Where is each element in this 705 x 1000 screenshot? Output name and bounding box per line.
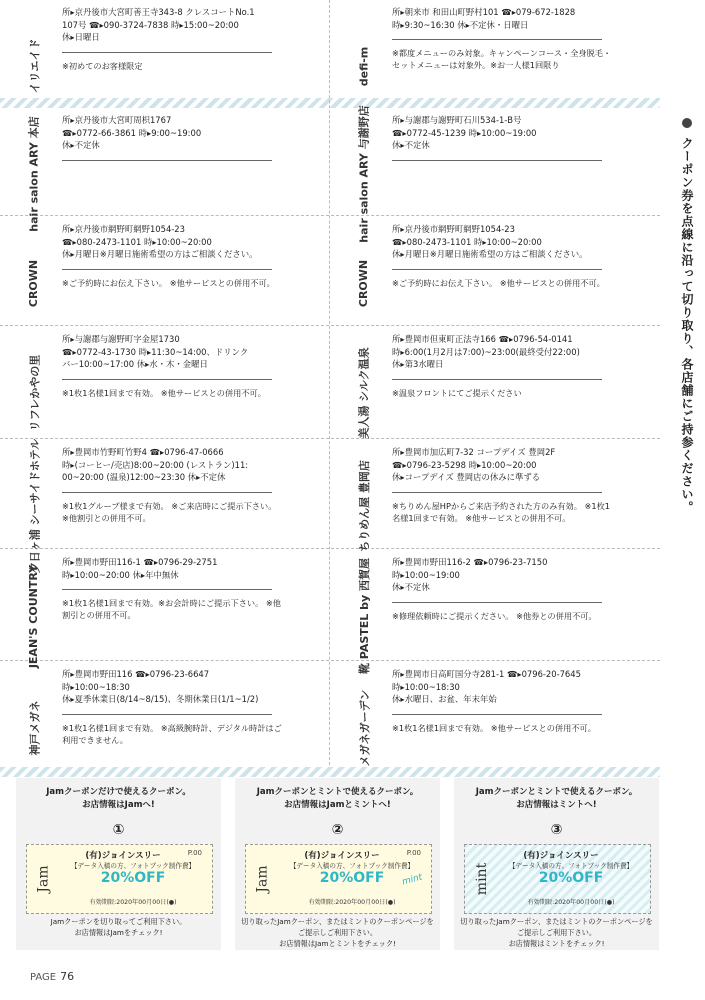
separator-line (62, 492, 272, 493)
separator-line (392, 39, 602, 40)
coupon-cell[interactable] (0, 662, 330, 794)
shop-name: 靴 PASTEL by 西賀屋 (358, 557, 371, 675)
coupon-panels (0, 778, 705, 958)
coupon-ticket[interactable] (464, 844, 651, 914)
shop-info-line: 休▸月曜日※月曜日施術希望の方はご相談ください。 (62, 249, 258, 260)
company-name: (有)ジョインスリー (523, 851, 599, 861)
shop-note: ※都度メニューのみ対象。キャンペーンコース・全身脱毛・セットメニューは対象外。※お一人様1回限り (392, 48, 612, 71)
shop-info (392, 223, 654, 261)
company-name: (有)ジョインスリー (304, 851, 380, 861)
coupon-panel-3 (454, 778, 659, 950)
coupon-column-right (330, 0, 660, 775)
shop-info-line: 所▸豊岡市野田116-1 ☎▸0796-29-2751 (62, 557, 218, 567)
coupon-column-left (0, 0, 330, 775)
shop-info (62, 6, 324, 44)
shop-name: hair salon ARY 本店 (28, 116, 42, 232)
shop-info-line: バー10:00~17:00 休▸水・木・金曜日 (62, 359, 208, 370)
mint-logo: mint (401, 872, 424, 888)
shop-info-line: 所▸与謝郡与謝野町石川534-1-B号 (392, 115, 522, 125)
coupon-ticket[interactable] (245, 844, 432, 914)
panel-heading: Jamクーポンとミントで使えるクーポン。 お店情報はミントへ! (475, 787, 638, 810)
shop-info-line: 休▸コープデイズ 豊岡店の休みに準ずる (392, 472, 541, 483)
discount-label: 20%OFF (538, 870, 604, 886)
shop-info-line: 休▸日曜日 (62, 32, 100, 43)
shop-info-line: 107号 ☎▸090-3724-7838 時▸15:00~20:00 (62, 19, 239, 30)
shop-name: メガネガーデン (358, 689, 371, 767)
shop-note: ※ちりめん屋HPからご来店予約された方のみ有効。 ※1枚1名様1回まで有効。 ※他サービスとの併用不可。 (392, 500, 610, 523)
shop-info (62, 333, 324, 371)
separator-line (392, 492, 602, 493)
shop-info-line: 休▸不定休 (392, 140, 430, 151)
discount-label: 20%OFF (319, 870, 385, 886)
shop-info (62, 446, 324, 484)
shop-info-line: 時▸(コーヒー/売店)8:00~20:00 (レストラン)11: (62, 459, 249, 470)
shop-info (392, 114, 654, 152)
shop-info-line: 時▸10:00~18:30 (62, 681, 130, 692)
shop-note: ※初めてのお客様限定 (62, 60, 143, 71)
panel-number: ② (331, 822, 344, 838)
separator-line (392, 269, 602, 270)
shop-info-line: 所▸豊岡市竹野町竹野4 ☎▸0796-47-0666 (62, 447, 224, 457)
page-number: PAGE 76 (30, 970, 75, 983)
coupon-ticket[interactable] (26, 844, 213, 914)
coupon-cell[interactable] (330, 662, 660, 794)
shop-info (392, 556, 654, 594)
shop-info-line: 休▸夏季休業日(8/14~8/15)、冬期休業日(1/1~1/2) (62, 694, 259, 705)
shop-info-line: 所▸京丹後市大宮町善王寺343-8 クレスコートNo.1 (62, 7, 255, 17)
coupon-panel-1 (16, 778, 221, 950)
shop-info (392, 446, 654, 484)
shop-name: 夕日ヶ浦 シーサイドホテル (28, 438, 42, 574)
shop-note: ※1枚1名様1回まで有効。 ※高級腕時計、デジタル時計はご利用できません。 (62, 722, 282, 745)
shop-note: ※修理依頼時にご提示ください。 ※他券との併用不可。 (392, 610, 597, 621)
shop-name: CROWN (27, 259, 41, 307)
page-ref: P.00 (406, 849, 421, 857)
panel-heading: Jamクーポンだけで使えるクーポン。 お店情報はJamへ! (46, 787, 191, 810)
shop-info (62, 668, 324, 706)
shop-name: JEAN'S COUNTRY (27, 564, 41, 668)
shop-info-line: 休▸不定休 (392, 582, 430, 593)
jam-logo: Jam (255, 865, 272, 893)
panel-footer: 切り取ったJamクーポン、またはミントのクーポンページを ご提示しご利用下さい。 お店情報はミントをチェック! (460, 917, 653, 948)
shop-name: ちりめん屋 豊岡店 (358, 460, 371, 552)
shop-info-line: ☎▸080-2473-1101 時▸10:00~20:00 (392, 236, 542, 247)
separator-line (62, 52, 272, 53)
shop-info-line: 時▸6:00(1月2月は7:00)~23:00(最終受付22:00) (392, 346, 580, 357)
shop-note: ※1枚1名様1回まで有効。※お会計時にご提示下さい。 ※他割引との併用不可。 (62, 598, 281, 621)
shop-info-line: ☎▸0772-45-1239 時▸10:00~19:00 (392, 127, 537, 138)
shop-info-line: 所▸豊岡市野田116-2 ☎▸0796-23-7150 (392, 557, 548, 567)
shop-info-line: ☎▸0772-66-3861 時▸9:00~19:00 (62, 127, 202, 138)
expiry-date: 有効期限:2020年00月00日(●) (308, 899, 396, 906)
shop-info-line: 休▸水曜日、お盆、年末年始 (392, 694, 497, 705)
shop-note: ※ご予約時にお伝え下さい。 ※他サービスとの併用不可。 (392, 277, 605, 288)
shop-note: ※1枚1グループ様まで有効。 ※ご来店時にご提示下さい。 ※他割引との併用不可。 (62, 500, 277, 523)
separator-line (392, 714, 602, 715)
shop-name: イリエイド (28, 38, 41, 94)
shop-info (62, 556, 324, 581)
expiry-date: 有効期限:2020年00月00日(●) (527, 899, 615, 906)
shop-info-line: ☎▸080-2473-1101 時▸10:00~20:00 (62, 236, 212, 247)
separator-line (62, 379, 272, 380)
shop-info-line: ☎▸0772-43-1730 時▸11:30~14:00、ドリンク (62, 346, 249, 357)
shop-info (62, 223, 324, 261)
shop-info (392, 6, 654, 31)
jam-logo: Jam (36, 865, 53, 893)
shop-info-line: 所▸京丹後市網野町網野1054-23 (392, 224, 515, 234)
separator-line (392, 602, 602, 603)
shop-note: ※温泉フロントにてご提示ください (392, 387, 522, 398)
sidebar-text: クーポン券を点線に沿って切り取り、各店舗にご持参ください。 (680, 137, 694, 515)
shop-info (62, 114, 324, 152)
bullet-dot-icon (682, 118, 692, 128)
shop-info-line: 所▸豊岡市日高町国分寺281-1 ☎▸0796-20-7645 (392, 669, 581, 679)
shop-info-line: 時▸10:00~19:00 (392, 569, 460, 580)
shop-name: リフレかやの里 (28, 354, 41, 432)
shop-name: hair salon ARY 与謝野店 (358, 105, 372, 243)
panel-number: ③ (550, 822, 563, 838)
separator-line (392, 379, 602, 380)
shop-note: ※1枚1名様1回まで有効。 ※他サービスとの併用不可。 (392, 722, 596, 733)
shop-info-line: 時▸9:30~16:30 休▸不定休・日曜日 (392, 19, 529, 30)
coupon-genre: 【データ入稿の方、フォトブック制作費】 (508, 862, 634, 870)
shop-name: defi-m (357, 46, 371, 86)
panel-footer: 切り取ったJamクーポン、またはミントのクーポンページを ご提示しご利用下さい。 お店情報はJamとミントをチェック! (241, 917, 434, 948)
panel-number: ① (112, 822, 125, 838)
shop-info-line: 所▸京丹後市大宮町周枳1767 (62, 115, 172, 125)
panel-heading: Jamクーポンとミントで使えるクーポン。 お店情報はJamとミントへ! (256, 787, 419, 810)
shop-info-line: 時▸10:00~18:30 (392, 681, 460, 692)
shop-info-line: 時▸10:00~20:00 休▸年中無休 (62, 569, 179, 580)
separator-line (62, 269, 272, 270)
coupon-panel-2 (235, 778, 440, 950)
shop-info-line: 休▸第3水曜日 (392, 359, 444, 370)
shop-info-line: 所▸与謝郡与謝野町字金屋1730 (62, 334, 180, 344)
mint-logo: mint (474, 862, 490, 896)
shop-info-line: 所▸朝来市 和田山町野村101 ☎▸079-672-1828 (392, 7, 576, 17)
separator-line (392, 160, 602, 161)
discount-label: 20%OFF (100, 870, 166, 886)
shop-info (392, 333, 654, 371)
shop-info-line: 所▸豊岡市加広町7-32 コープデイズ 豊岡2F (392, 447, 556, 457)
page-ref: P.00 (187, 849, 202, 857)
separator-line (62, 714, 272, 715)
shop-info (392, 668, 654, 706)
separator-line (62, 160, 272, 161)
panel-footer: Jamクーポンを切り取ってご利用下さい。 お店情報はJamをチェック! (50, 917, 187, 937)
expiry-date: 有効期限:2020年00月00日(●) (89, 899, 177, 906)
shop-info-line: 休▸月曜日※月曜日施術希望の方はご相談ください。 (392, 249, 588, 260)
shop-info-line: 所▸豊岡市野田116 ☎▸0796-23-6647 (62, 669, 210, 679)
shop-name: 美人湯 シルク温泉 (358, 347, 371, 439)
shop-info-line: 00~20:00 (温泉)12:00~23:30 休▸不定休 (62, 472, 226, 483)
shop-info-line: ☎▸0796-23-5298 時▸10:00~20:00 (392, 459, 537, 470)
shop-info-line: 所▸豊岡市但東町正法寺166 ☎▸0796-54-0141 (392, 334, 573, 344)
coupon-genre: 【データ入稿の方、フォトブック制作費】 (70, 862, 196, 870)
shop-note: ※ご予約時にお伝え下さい。 ※他サービスとの併用不可。 (62, 277, 275, 288)
company-name: (有)ジョインスリー (85, 851, 161, 861)
separator-line (62, 589, 272, 590)
shop-info-line: 休▸不定休 (62, 140, 100, 151)
shop-note: ※1枚1名様1回まで有効。 ※他サービスとの併用不可。 (62, 387, 266, 398)
shop-name: CROWN (357, 259, 371, 307)
shop-info-line: 所▸京丹後市網野町網野1054-23 (62, 224, 185, 234)
shop-name: 神戸メガネ (28, 700, 41, 756)
cut-instruction-sidebar (666, 118, 696, 518)
coupon-genre: 【データ入稿の方、フォトブック制作費】 (289, 862, 415, 870)
